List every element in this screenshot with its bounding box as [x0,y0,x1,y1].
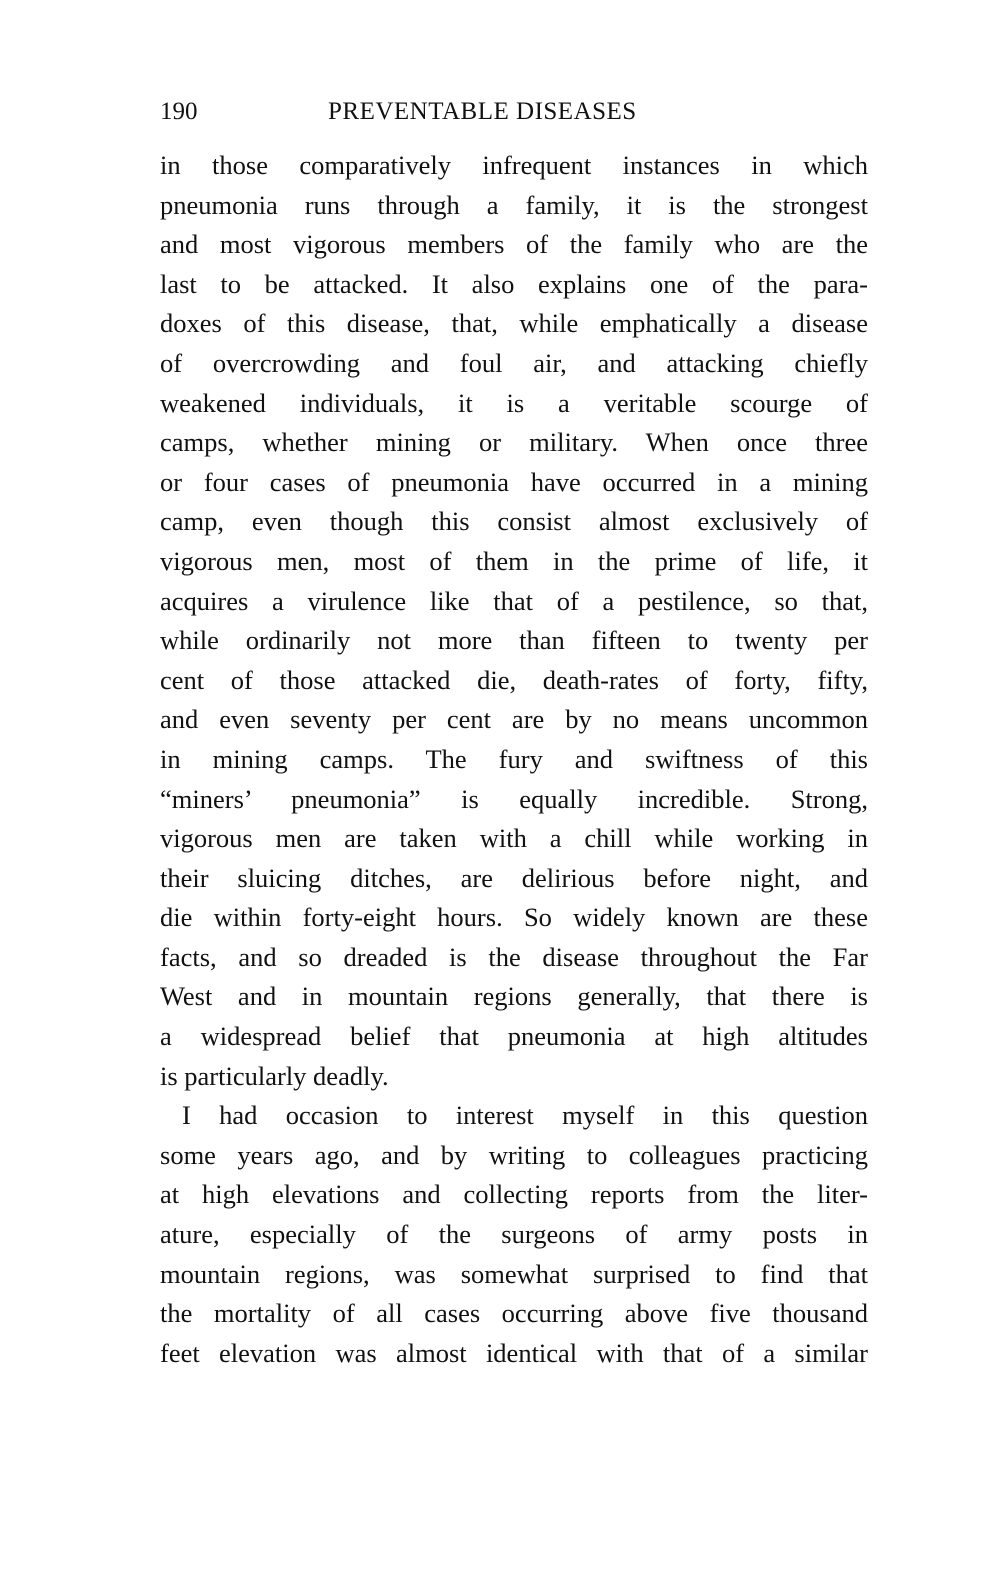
text-line: vigorous men are taken with a chill while working in [160,823,868,854]
paragraph-first-line: I had occasion to interest myself in this question [182,1100,868,1131]
text-line: and even seventy per cent are by no means uncommon [160,704,868,735]
text-line: feet elevation was almost identical with that of a similar [160,1337,868,1368]
text-line: doxes of this disease, that, while emphatically a disease [160,308,868,339]
text-line: and most vigorous members of the family who are the [160,229,868,260]
text-line: cent of those attacked die, death-rates of forty, fifty, [160,664,868,695]
body-text [160,146,868,1373]
running-head [160,92,868,132]
text-line: ature, especially of the surgeons of army posts in [160,1219,868,1250]
text-line: facts, and so dreaded is the disease throughout the Far [160,941,868,972]
text-line: in mining camps. The fury and swiftness of this [160,743,868,774]
text-line: West and in mountain regions generally, that there is [160,981,868,1012]
text-line: “miners’ pneumonia” is equally incredible. Strong, [160,783,868,814]
text-line: die within forty-eight hours. So widely known are these [160,902,868,933]
text-line: a widespread belief that pneumonia at high altitudes [160,1021,868,1052]
paragraph-end-line: is particularly deadly. [160,1060,389,1091]
running-title: PREVENTABLE DISEASES [328,98,637,125]
text-line: of overcrowding and foul air, and attacking chiefly [160,347,868,378]
text-line: last to be attacked. It also explains one of the para- [160,268,868,299]
text-line: camp, even though this consist almost exclusively of [160,506,868,537]
page-number: 190 [160,98,198,125]
text-line: acquires a virulence like that of a pestilence, so that, [160,585,868,616]
text-line: mountain regions, was somewhat surprised to find that [160,1258,868,1289]
text-line: weakened individuals, it is a veritable scourge of [160,387,868,418]
text-line: at high elevations and collecting reports from the liter- [160,1179,868,1210]
text-line: camps, whether mining or military. When once three [160,427,868,458]
book-page [160,92,868,1373]
text-line: some years ago, and by writing to colleagues practicing [160,1139,868,1170]
text-line: or four cases of pneumonia have occurred in a mining [160,466,868,497]
text-line: their sluicing ditches, are delirious before night, and [160,862,868,893]
text-line: vigorous men, most of them in the prime of life, it [160,545,868,576]
text-line: pneumonia runs through a family, it is the strongest [160,189,868,220]
text-line: the mortality of all cases occurring above five thousand [160,1298,868,1329]
text-line: in those comparatively infrequent instances in which [160,150,868,180]
text-line: while ordinarily not more than fifteen to twenty per [160,625,868,656]
